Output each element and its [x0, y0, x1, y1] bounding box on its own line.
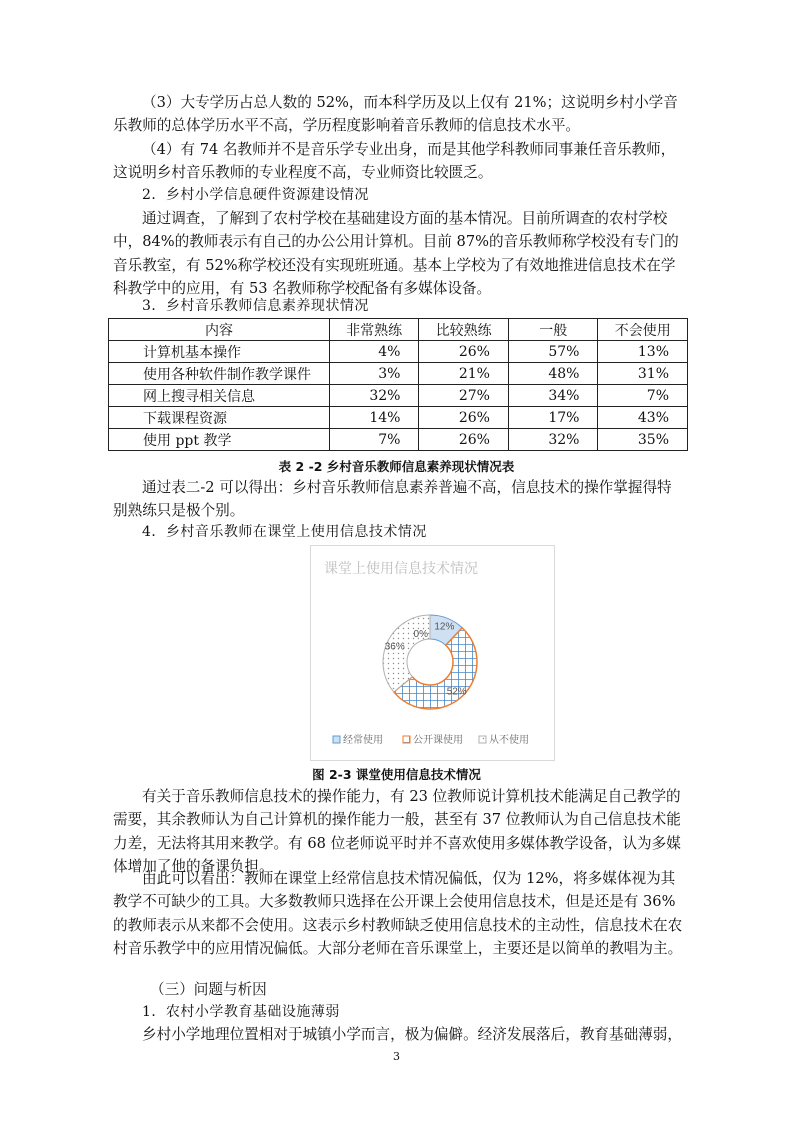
table-cell: 32%	[329, 385, 419, 407]
legend-swatch	[403, 736, 410, 743]
table-header-cell: 一般	[508, 319, 598, 341]
legend-swatch	[333, 736, 340, 743]
legend-swatch	[479, 736, 486, 743]
table-row	[109, 341, 688, 363]
table-cell: 7%	[598, 385, 688, 407]
paragraph-hardware: 通过调查，了解到了农村学校在基础建设方面的基本情况。目前所调查的农村学校中，84%的教师表示有自己的办公公用计算机。目前 87%的音乐教师称学校没有专门的音乐教室，有 52%称学校还没有实现班班通。基本上学校为了有效地推进信息技术在学科教学中的应用，有 53 名教师称学校配备有多媒体设备。	[113, 210, 679, 297]
table-cell: 26%	[419, 407, 509, 429]
table-cell: 26%	[419, 341, 509, 363]
section-heading-literacy: 3．乡村音乐教师信息素养现状情况	[142, 298, 369, 314]
table-cell: 下载课程资源	[109, 407, 330, 429]
table-row	[109, 429, 688, 451]
table-row	[109, 363, 688, 385]
table-cell: 17%	[508, 407, 598, 429]
section-heading-problems: （三）问题与析因	[150, 981, 267, 998]
paragraph-education-level: （3）大专学历占总人数的 52%，而本科学历及以上仅有 21%；这说明乡村小学音乐教师的总体学历水平不高，学历程度影响着音乐教师的信息技术水平。	[113, 94, 678, 135]
chart-legend	[333, 733, 529, 746]
table-cell: 43%	[598, 407, 688, 429]
chart-title: 课堂上使用信息技术情况	[324, 560, 478, 576]
table-cell: 计算机基本操作	[109, 341, 330, 363]
table-header-cell: 不会使用	[598, 319, 688, 341]
donut-chart	[310, 545, 555, 761]
table-cell: 使用 ppt 教学	[109, 429, 330, 451]
donut-chart-svg	[311, 546, 554, 760]
legend-label: 公开课使用	[413, 735, 463, 746]
table-cell: 4%	[329, 341, 419, 363]
table-header-cell: 比较熟练	[419, 319, 509, 341]
table-row	[109, 385, 688, 407]
donut-slice-3	[383, 615, 430, 692]
table-header-cell: 内容	[109, 319, 330, 341]
paragraph-infrastructure: 乡村小学地理位置相对于城镇小学而言，极为偏僻。经济发展落后，教育基础薄弱，	[142, 1026, 682, 1043]
section-heading-hardware: 2．乡村小学信息硬件资源建设情况	[142, 187, 369, 203]
table-cell: 48%	[508, 363, 598, 385]
legend-label: 从不使用	[489, 735, 529, 746]
table-cell: 34%	[508, 385, 598, 407]
paragraph-table-conclusion: 通过表二-2 可以得出：乡村音乐教师信息素养普遍不高，信息技术的操作掌握得特别熟练只是极个别。	[113, 479, 672, 520]
table-header-row	[109, 319, 688, 341]
table-cell: 14%	[329, 407, 419, 429]
table-cell: 21%	[419, 363, 509, 385]
legend-label: 经常使用	[343, 735, 383, 746]
table-cell: 13%	[598, 341, 688, 363]
section-heading-classroom: 4．乡村音乐教师在课堂上使用信息技术情况	[142, 524, 427, 540]
table-cell: 35%	[598, 429, 688, 451]
paragraph-analysis: 由此可以看出：教师在课堂上经常信息技术情况偏低，仅为 12%，将多媒体视为其教学不可缺少的工具。大多数教师只选择在公开课上会使用信息技术，但是还是有 36%的教师表示从来都不会使用。这表示乡村教师缺乏使用信息技术的主动性，信息技术在农村音乐教学中的应用情况偏低。大部分老师在音乐课堂上，主要还是以简单的教唱为主。	[113, 870, 683, 957]
donut-data-label: 12%	[434, 621, 455, 633]
donut-data-label: 36%	[384, 641, 405, 653]
literacy-table	[108, 318, 688, 451]
donut-zero-label: 0%	[413, 629, 428, 640]
table-cell: 27%	[419, 385, 509, 407]
paragraph-operation-ability: 有关于音乐教师信息技术的操作能力，有 23 位教师说计算机技术能满足自己教学的需要，其余教师认为自己计算机的操作能力一般，甚至有 37 位教师认为自己信息技术能力差，无法将其用来教学。有 68 位老师说平时并不喜欢使用多媒体教学设备，认为多媒体增加了他的备课负担。	[113, 788, 681, 875]
table-cell: 3%	[329, 363, 419, 385]
donut-data-label: 52%	[446, 686, 467, 698]
table-cell: 使用各种软件制作教学课件	[109, 363, 330, 385]
table-cell: 7%	[329, 429, 419, 451]
section-heading-infrastructure: 1．农村小学教育基础设施薄弱	[142, 1004, 340, 1020]
table-cell: 网上搜寻相关信息	[109, 385, 330, 407]
figure-caption: 图 2-3 课堂使用信息技术情况	[312, 767, 481, 782]
table-cell: 26%	[419, 429, 509, 451]
table-header-cell: 非常熟练	[329, 319, 419, 341]
table-caption: 表 2 -2 乡村音乐教师信息素养现状情况表	[278, 459, 515, 474]
table-cell: 32%	[508, 429, 598, 451]
table-cell: 31%	[598, 363, 688, 385]
table-cell: 57%	[508, 341, 598, 363]
page-number: 3	[393, 1050, 400, 1063]
table-row	[109, 407, 688, 429]
paragraph-major-background: （4）有 74 名教师并不是音乐学专业出身，而是其他学科教师同事兼任音乐教师，这说明乡村音乐教师的专业程度不高，专业师资比较匮乏。	[113, 141, 676, 182]
